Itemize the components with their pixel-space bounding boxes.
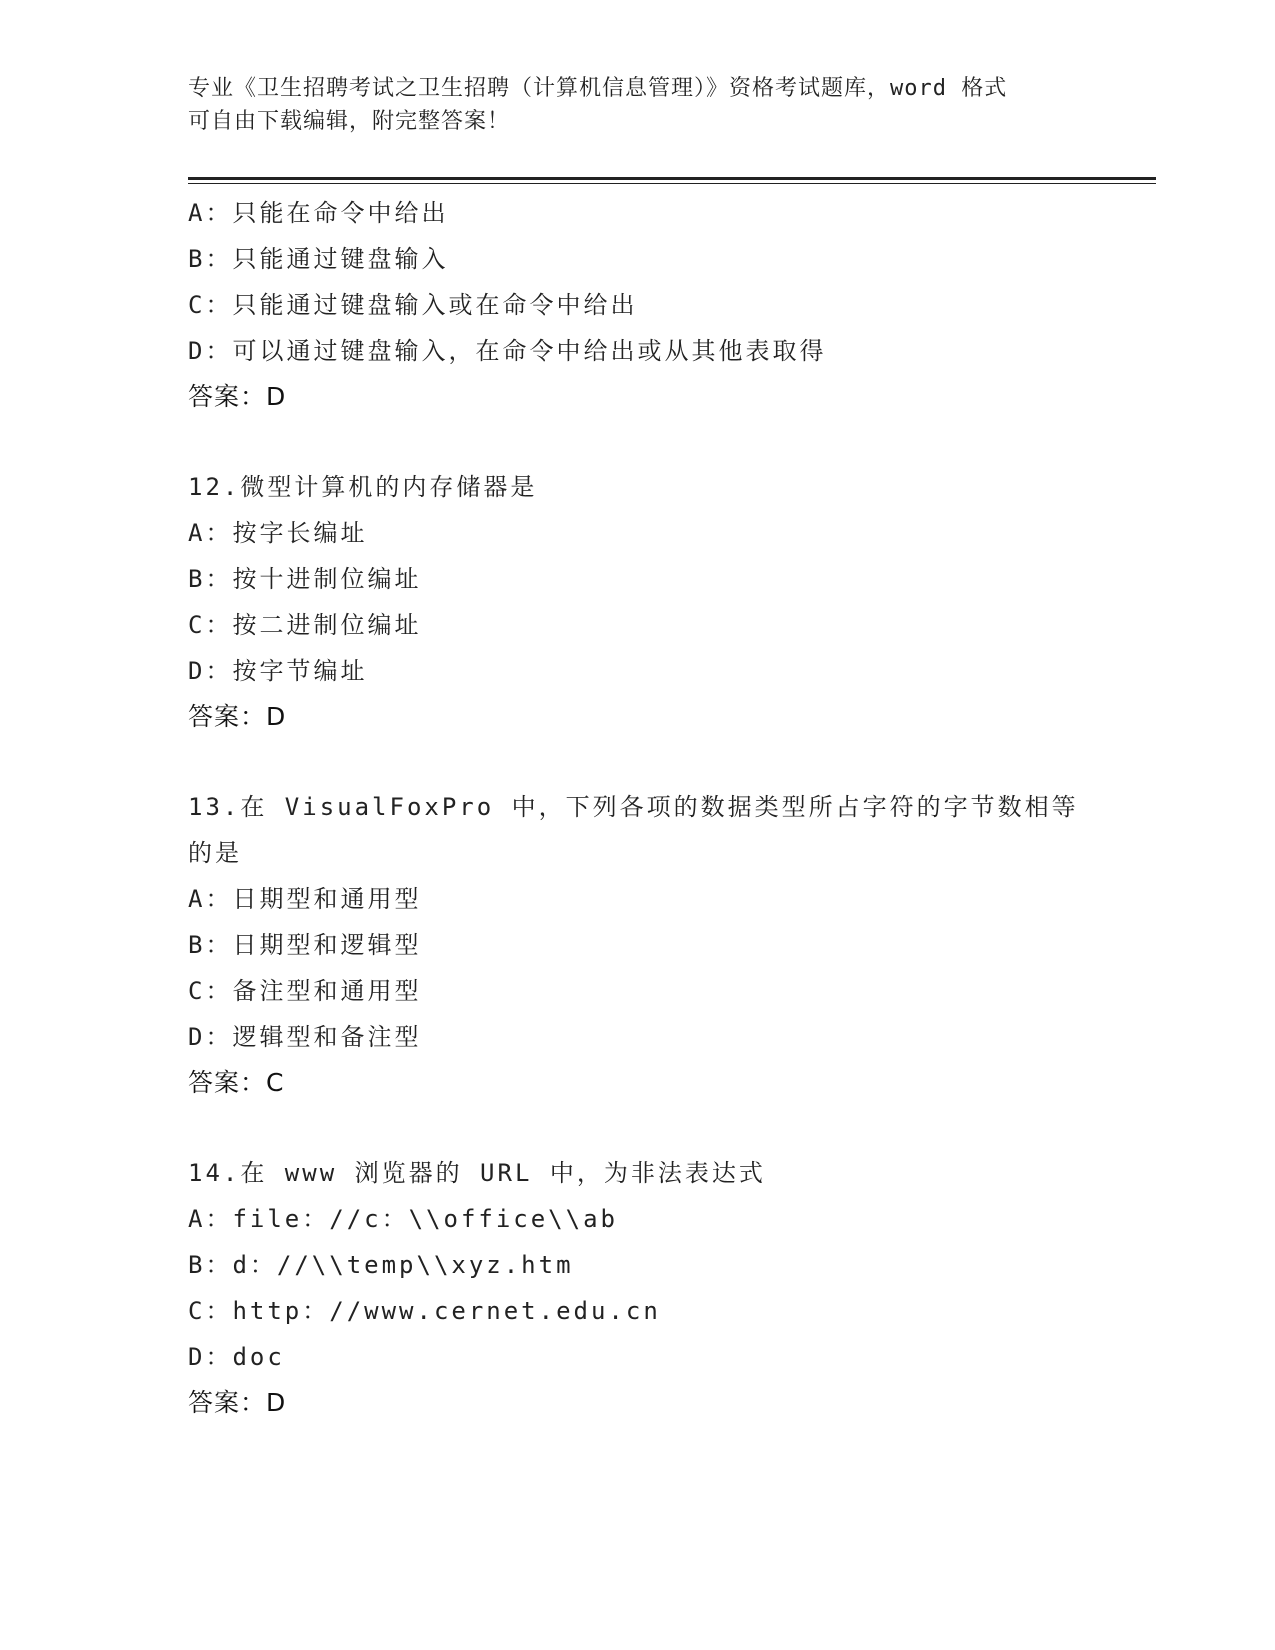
question-13 xyxy=(188,784,1088,1106)
question-12 xyxy=(188,464,1088,740)
question-text-line2: 的是 xyxy=(188,839,242,867)
option-d: D：逻辑型和备注型 xyxy=(188,1023,422,1051)
question-14 xyxy=(188,1150,1088,1426)
spacer xyxy=(188,1106,1088,1150)
spacer xyxy=(188,420,1088,464)
option-d: D：可以通过键盘输入，在命令中给出或从其他表取得 xyxy=(188,337,827,365)
option-a: A：按字长编址 xyxy=(188,519,368,547)
answer-line: 答案：C xyxy=(188,1068,285,1097)
option-c: C：按二进制位编址 xyxy=(188,611,422,639)
answer-line: 答案：D xyxy=(188,702,287,731)
option-c: C：备注型和通用型 xyxy=(188,977,422,1005)
option-a: A：file：//c：\\office\\ab xyxy=(188,1205,618,1233)
header-title-line2: 可自由下载编辑，附完整答案！ xyxy=(188,109,511,134)
spacer xyxy=(188,740,1088,784)
option-c: C：只能通过键盘输入或在命令中给出 xyxy=(188,291,638,319)
question-list xyxy=(188,190,1088,1426)
option-d: D：按字节编址 xyxy=(188,657,368,685)
option-d: D：doc xyxy=(188,1343,285,1371)
document-header xyxy=(188,72,1088,138)
option-a: A：日期型和通用型 xyxy=(188,885,422,913)
header-rule-thick xyxy=(188,177,1156,180)
header-title-line1: 专业《卫生招聘考试之卫生招聘（计算机信息管理）》资格考试题库，word 格式 xyxy=(188,76,1008,101)
question-text: 12.微型计算机的内存储器是 xyxy=(188,473,538,501)
option-b: B：按十进制位编址 xyxy=(188,565,422,593)
answer-line: 答案：D xyxy=(188,1388,287,1417)
option-c: C：http：//www.cernet.edu.cn xyxy=(188,1297,661,1325)
answer-line: 答案：D xyxy=(188,382,287,411)
question-text: 14.在 www 浏览器的 URL 中，为非法表达式 xyxy=(188,1159,766,1187)
header-rule-thin xyxy=(188,183,1156,184)
question-11 xyxy=(188,190,1088,420)
option-a: A：只能在命令中给出 xyxy=(188,199,449,227)
question-text-line1: 13.在 VisualFoxPro 中，下列各项的数据类型所占字符的字节数相等 xyxy=(188,793,1079,821)
option-b: B：日期型和逻辑型 xyxy=(188,931,422,959)
option-b: B：d：//\\temp\\xyz.htm xyxy=(188,1251,574,1279)
option-b: B：只能通过键盘输入 xyxy=(188,245,449,273)
